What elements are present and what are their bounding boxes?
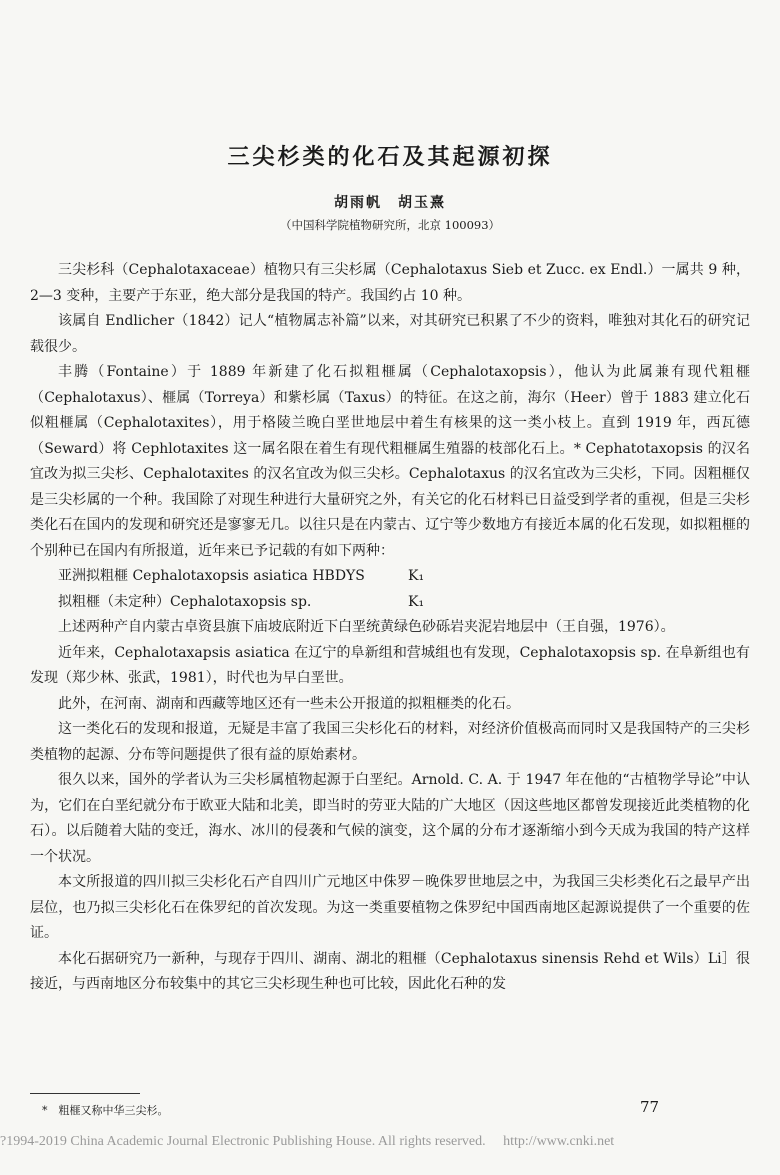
- paragraph: 上述两种产自内蒙古卓资县旗下庙坡底附近下白垩统黄绿色砂砾岩夹泥岩地层中（王自强，1976）。: [58, 619, 675, 635]
- paragraph: 该属自 Endlicher（1842）记人“植物属志补篇”以来，对其研究已积累了不少的资料，唯独对其化石的研究记载很少。: [30, 313, 750, 355]
- paper-title: 三尖杉类的化石及其起源初探: [227, 145, 553, 170]
- taxon-name: 拟粗榧（未定种）Cephalotaxopsis sp.: [58, 593, 312, 610]
- body-text: [30, 258, 750, 998]
- authors: 胡雨帆 胡玉熹: [334, 195, 446, 211]
- paragraph: 本化石据研究乃一新种，与现存于四川、湖南、湖北的粗榧（Cephalotaxus sinensis Rehd et Wils）Li］很接近，与西南地区分布较集中的其它三尖杉现生种也可比较，因此化石种的发: [30, 950, 750, 992]
- taxon-horizon: K₁: [408, 593, 425, 610]
- footnote-divider: [30, 1093, 140, 1094]
- paragraph: 这一类化石的发现和报道，无疑是丰富了我国三尖杉化石的材料，对经济价值极高而同时又是我国特产的三尖杉类植物的起源、分布等问题提供了很有益的原始素材。: [30, 721, 750, 763]
- paragraph: 丰腾（Fontaine）于 1889 年新建了化石拟粗榧属（Cephalotaxopsis），他认为此属兼有现代粗榧（Cephalotaxus）、榧属（Torreya）和紫杉属（Taxus）的特征。在这之前，海尔（Heer）曾于 1883 建立化石似粗榧属（Cephalotaxites），用于格陵兰晚白垩世地层中着生有核果的这一类小枝上。直到 1919 年，西瓦德（Seward）将 Cephlotaxites 这一属名限在着生有现代粗榧属生殖器的枝部化石上。* Cephatotaxopsis 的汉名宜改为拟三尖杉、Cephalotaxites 的汉名宜改为似三尖杉。Cephalotaxus 的汉名宜改为三尖杉，下同。因粗榧仅是三尖杉属的一个种。我国除了对现生种进行大量研究之外，有关它的化石材料已日益受到学者的重视，但是三尖杉类化石在国内的发现和研究还是寥寥无几。以往只是在内蒙古、辽宁等少数地方有接近本属的化石发现，如拟粗榧的个别种已在国内有所报道，近年来已予记载的有如下两种：: [30, 364, 750, 559]
- paragraph: 三尖杉科（Cephalotaxaceae）植物只有三尖杉属（Cephalotaxus Sieb et Zucc. ex Endl.）一属共 9 种，2—3 变种，主要产于东亚，绝大部分是我国的特产。我国约占 10 种。: [30, 262, 750, 304]
- paragraph: 本文所报道的四川拟三尖杉化石产自四川广元地区中侏罗－晚侏罗世地层之中，为我国三尖杉类化石之最早产出层位，也乃拟三尖杉化石在侏罗纪的首次发现。为这一类重要植物之侏罗纪中国西南地区起源说提供了一个重要的佐证。: [30, 874, 750, 941]
- copyright-watermark: ?1994-2019 China Academic Journal Electronic Publishing House. All rights reserved. http://www.cnki.net: [0, 1134, 615, 1149]
- paragraph: 很久以来，国外的学者认为三尖杉属植物起源于白垩纪。Arnold. C. A. 于 1947 年在他的“古植物学导论”中认为，它们在白垩纪就分布于欧亚大陆和北美，即当时的劳亚大陆的广大地区（因这些地区都曾发现接近此类植物的化石）。以后随着大陆的变迁，海水、冰川的侵袭和气候的演变，这个属的分布才逐渐缩小到今天成为我国的特产这样一个状况。: [30, 772, 750, 865]
- taxon-name: 亚洲拟粗榧 Cephalotaxopsis asiatica HBDYS: [58, 568, 365, 584]
- paragraph: 近年来，Cephalotaxapsis asiatica 在辽宁的阜新组和营城组也有发现，Cephalotaxopsis sp. 在阜新组也有发现（郑少林、张武，1981），时代也为早白垩世。: [30, 644, 750, 686]
- page-number: 77: [640, 1098, 660, 1116]
- taxon-entry: [30, 590, 750, 616]
- taxon-horizon: K₁: [408, 568, 425, 584]
- footnote: * 粗榧又称中华三尖杉。: [42, 1104, 169, 1117]
- paragraph: 此外，在河南、湖南和西藏等地区还有一些未公开报道的拟粗榧类的化石。: [58, 695, 520, 712]
- affiliation: （中国科学院植物研究所，北京 100093）: [279, 218, 501, 232]
- taxon-entry: [30, 564, 750, 590]
